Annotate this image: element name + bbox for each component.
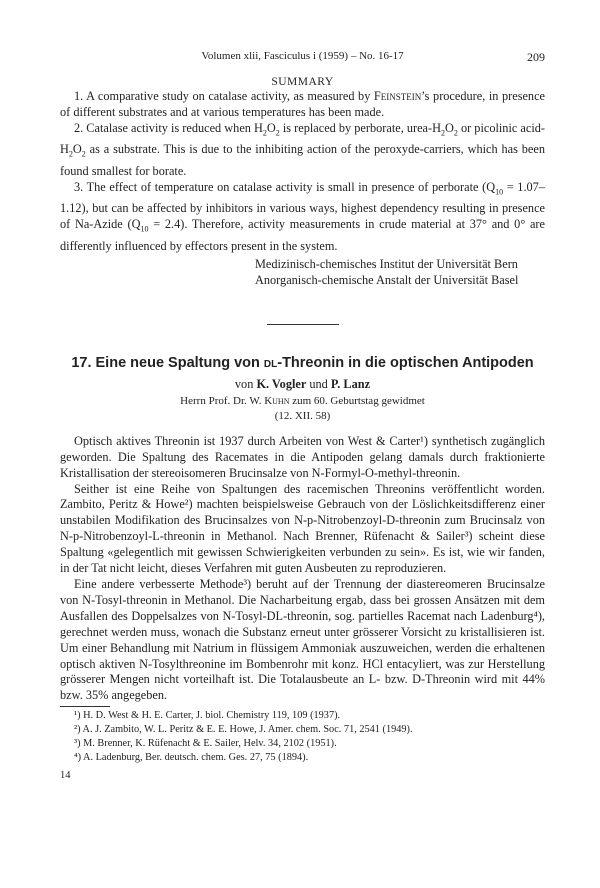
summary-paragraph-2: 2. Catalase activity is reduced when $H_2O_2$ is replaced by perborate, urea-$H_2O_2$ or picolinic acid-$H_2O_2$ as a substrate. This is due to the inhibiting action of the peroxyde-carriers, which has been found smallest for borate. — [60, 121, 545, 178]
body-paragraph-1: Optisch aktives Threonin ist 1937 durch Arbeiten von West & Carter¹) synthetisch zugänglich geworden. Die Spaltung des Racemates in die Antipoden gelang damals durch fraktionierte Kristallisation der stereoisomeren Brucinsalze von N-Formyl-O-methyl-threonin. — [60, 433, 545, 480]
article-authors: von K. Vogler und P. Lanz — [234, 376, 371, 391]
dedication: Herrn Prof. Dr. W. Kuhn zum 60. Geburtstag gewidmet — [180, 394, 425, 407]
page-number: 209 — [527, 50, 545, 64]
journal-page — [60, 50, 545, 781]
footnotes — [60, 709, 545, 765]
running-header — [60, 50, 545, 66]
journal-line: Volumen xlii, Fasciculus i (1959) – No. 16-17 — [201, 50, 404, 62]
signature-mark: 14 — [60, 770, 71, 782]
footnote-2: ²) A. J. Zambito, W. L. Peritz & E. E. Howe, J. Amer. chem. Soc. 71, 2541 (1949). — [74, 724, 413, 736]
summary-paragraph-1: 1. A comparative study on catalase activity, as measured by Feinstein’s procedure, in presence of different substrates and at various temperatures has been made. — [60, 89, 545, 119]
footnote-separator — [60, 706, 110, 707]
summary-section — [60, 76, 545, 288]
affiliations — [255, 256, 545, 288]
section-divider — [267, 324, 339, 325]
footnote-4: ⁴) A. Ladenburg, Ber. deutsch. chem. Ges. 27, 75 (1894). — [74, 752, 309, 764]
summary-title: SUMMARY — [271, 76, 334, 88]
footnote-1: ¹) H. D. West & H. E. Carter, J. biol. Chemistry 119, 109 (1937). — [74, 710, 341, 722]
received-date: (12. XII. 58) — [274, 409, 331, 422]
article-body — [60, 434, 545, 704]
summary-paragraph-3: 3. The effect of temperature on catalase activity is small in presence of perborate $(Q_{10} = 1.07-1.12)$, but can be affected by inhibitors in various ways, highest dependency resulting in presence of Na-Azide $(Q_{10} = 2.4)$. Therefore, activity measurements in crude material at 37° and 0° are differently influenced by effectors present in the system. — [60, 179, 545, 253]
body-paragraph-3: Eine andere verbesserte Methode³) beruht auf der Trennung der diastereomeren Brucinsalze von N-Tosyl-threonin in Methanol. Die Nacharbeitung ergab, dass bei grossen Ansätzen mit dem Ausfallen des Doppelsalzes von N-Tosyl-DL-threonin, sog. partielles Racemat nach Ladenburg⁴), gerechnet werden muss, wonach die Substanz erneut unter grösserer Vorsicht zu kristallisieren ist. Um einer Behandlung mit Natrium in flüssigem Ammoniak auszuweichen, werden die erhaltenen optisch aktiven N-Tosylthreonine im Bombenrohr mit konz. HCl entacyliert, was zur Herstellung grösserer Mengen nicht vorteilhaft ist. Die Totalausbeute an L- bzw. D-Threonin wird mit 44% bzw. 35% angegeben. — [60, 576, 545, 703]
affiliation-bern: Medizinisch-chemisches Institut der Universität Bern — [255, 256, 518, 271]
footnote-3: ³) M. Brenner, K. Rüfenacht & E. Sailer, Helv. 34, 2102 (1951). — [74, 738, 337, 750]
body-paragraph-2: Seither ist eine Reihe von Spaltungen des racemischen Threonins veröffentlicht worden. Zambito, Peritz & Howe²) machten beispielsweise Gebrauch von der Löslichkeitsdifferenz einer unstabilen Modifikation des Brucinsalzes von N-p-Nitrobenzoyl-D-threonin zum Brucinsalz von N-p-Nitrobenzoyl-L-threonin in Methanol. Nach Brenner, Rüfenacht & Sailer³) scheint diese Spaltung «gelegentlich mit gewissen Schwierigkeiten verbunden zu sein». Es ist, wie wir fanden, in der Tat nicht leicht, dieses Verfahren mit guten Ausbeuten zu reproduzieren. — [60, 481, 545, 576]
affiliation-basel: Anorganisch-chemische Anstalt der Universität Basel — [255, 272, 519, 287]
article-title: 17. Eine neue Spaltung von dl-Threonin in die optischen Antipoden — [71, 354, 534, 371]
